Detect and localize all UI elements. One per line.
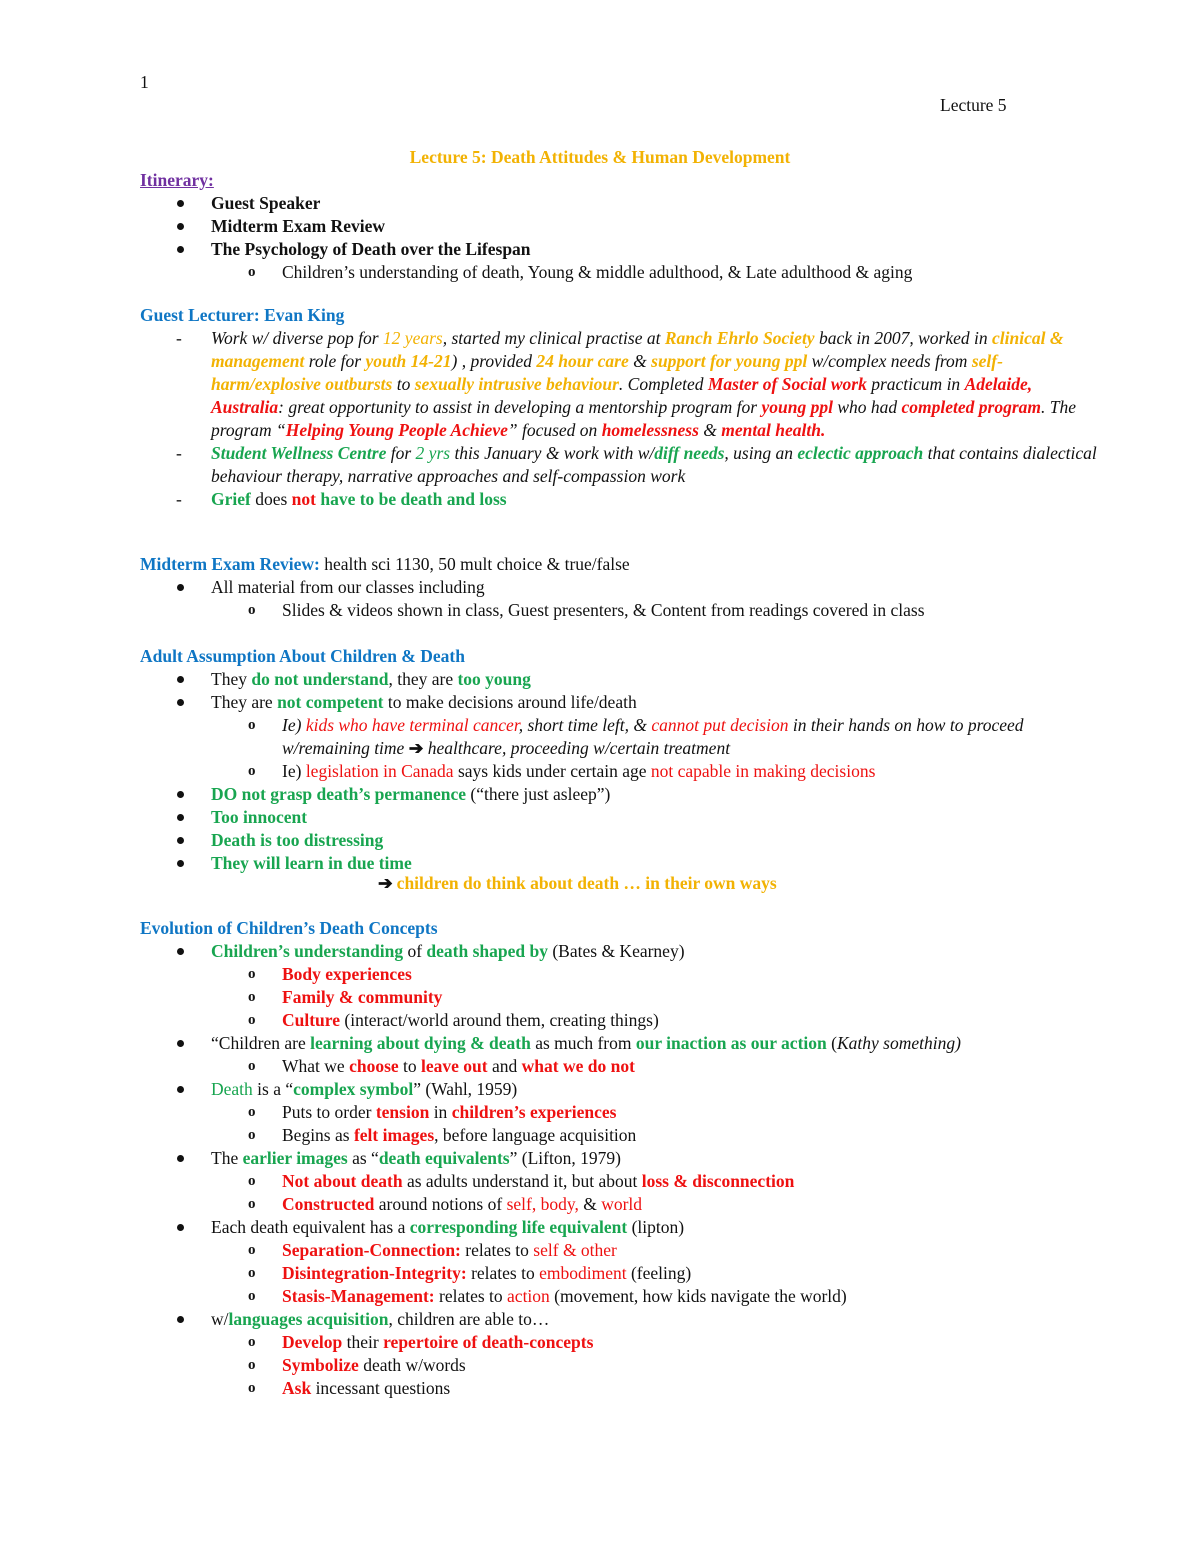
text-segment: around notions of xyxy=(374,1194,507,1214)
bullet-circle-icon: o xyxy=(248,1104,256,1120)
text-segment: The Psychology of Death over the Lifespan xyxy=(211,239,531,259)
text-segment: ➔ xyxy=(408,738,424,758)
evolution-section xyxy=(140,917,1100,1400)
text-segment: ) , provided xyxy=(451,351,537,371)
list-item xyxy=(140,599,1100,622)
list-item xyxy=(140,829,1100,852)
text-segment: (Bates & Kearney) xyxy=(547,941,685,961)
text-segment: Begins as xyxy=(282,1125,354,1145)
text-segment: self & other xyxy=(533,1240,617,1260)
text-segment: death w/words xyxy=(358,1355,466,1375)
bullet-dot-icon xyxy=(177,1040,184,1047)
text-segment: Develop xyxy=(282,1332,343,1352)
document-title: Lecture 5: Death Attitudes & Human Development xyxy=(409,147,791,167)
text-segment: (movement, how kids navigate the world) xyxy=(549,1286,847,1306)
bullet-dot-icon xyxy=(177,1086,184,1093)
text-segment: Each death equivalent has a xyxy=(211,1217,410,1237)
text-segment: Too innocent xyxy=(211,807,308,827)
text-segment: action xyxy=(507,1286,550,1306)
text-segment: . Completed xyxy=(618,374,708,394)
bullet-circle-icon: o xyxy=(248,1127,256,1143)
text-segment: practicum in xyxy=(866,374,965,394)
bullet-circle-icon: o xyxy=(248,1196,256,1212)
header-lecture-label: Lecture 5 xyxy=(940,95,1007,115)
guest-heading: Guest Lecturer: Evan King xyxy=(140,305,345,325)
text-segment: & xyxy=(698,420,722,440)
text-segment: death shaped by xyxy=(426,941,548,961)
list-item xyxy=(140,1308,1100,1331)
bullet-dot-icon xyxy=(177,860,184,867)
list-item xyxy=(140,238,1100,261)
adult-conclusion-text: children do think about death … in their own ways xyxy=(396,873,777,893)
list-item xyxy=(140,1377,1100,1400)
bullet-dash-icon: - xyxy=(176,328,182,348)
text-segment: youth 14-21 xyxy=(365,351,452,371)
text-segment: who had xyxy=(832,397,902,417)
text-segment: sexually intrusive behaviour xyxy=(414,374,619,394)
bullet-circle-icon: o xyxy=(248,1334,256,1350)
text-segment: Puts to order xyxy=(282,1102,376,1122)
bullet-dot-icon xyxy=(177,1155,184,1162)
text-segment: Symbolize xyxy=(282,1355,359,1375)
text-segment: completed program xyxy=(901,397,1042,417)
list-item xyxy=(140,691,1100,714)
list-item xyxy=(140,1354,1100,1377)
bullet-dash-icon: - xyxy=(176,489,182,509)
list-item xyxy=(140,714,1100,760)
text-segment: Master of Social work xyxy=(707,374,867,394)
itinerary-heading: Itinerary: xyxy=(140,170,214,190)
text-segment: They will learn in due time xyxy=(211,853,412,873)
text-segment: to xyxy=(392,374,415,394)
bullet-dot-icon xyxy=(177,223,184,230)
text-segment: ( xyxy=(826,1033,837,1053)
text-segment: Constructed xyxy=(282,1194,375,1214)
text-segment: mental health. xyxy=(721,420,826,440)
list-item xyxy=(140,940,1100,963)
bullet-dot-icon xyxy=(177,791,184,798)
text-segment: corresponding life equivalent xyxy=(409,1217,628,1237)
text-segment: Culture xyxy=(282,1010,341,1030)
list-item xyxy=(140,963,1100,986)
list-item xyxy=(140,576,1100,599)
evolution-list xyxy=(140,940,1100,1400)
list-item xyxy=(140,668,1100,691)
text-segment: not competent xyxy=(277,692,384,712)
bullet-dash-icon: - xyxy=(176,443,182,463)
list-item xyxy=(140,1032,1100,1055)
text-segment: Family & community xyxy=(282,987,443,1007)
text-segment: kids who have terminal cancer xyxy=(305,715,519,735)
list-item xyxy=(140,986,1100,1009)
text-segment: does xyxy=(250,489,292,509)
text-segment: Student Wellness Centre xyxy=(211,443,387,463)
text-segment: , children are able to… xyxy=(388,1309,550,1329)
text-segment: homelessness xyxy=(601,420,699,440)
text-segment: , before language acquisition xyxy=(434,1125,637,1145)
list-item xyxy=(140,1124,1100,1147)
text-segment: clinical & management xyxy=(211,328,1064,371)
text-segment: ” focused on xyxy=(507,420,602,440)
text-segment: to make decisions around life/death xyxy=(383,692,637,712)
text-segment: (lipton) xyxy=(627,1217,685,1237)
text-segment: world xyxy=(601,1194,643,1214)
bullet-circle-icon: o xyxy=(248,966,256,982)
text-segment: embodiment xyxy=(539,1263,627,1283)
list-item xyxy=(140,1193,1100,1216)
bullet-circle-icon: o xyxy=(248,1288,256,1304)
text-segment: children’s experiences xyxy=(451,1102,617,1122)
text-segment: back in 2007, worked in xyxy=(814,328,992,348)
bullet-circle-icon: o xyxy=(248,1357,256,1373)
text-segment: What we xyxy=(282,1056,350,1076)
text-segment: Adelaide, Australia xyxy=(211,374,1033,417)
text-segment: to xyxy=(398,1056,422,1076)
guest-section xyxy=(140,304,1100,511)
text-segment: All material from our classes including xyxy=(211,577,485,597)
text-segment: 12 years xyxy=(382,328,443,348)
bullet-circle-icon: o xyxy=(248,1265,256,1281)
text-segment: Death xyxy=(211,1079,253,1099)
text-segment: Helping Young People Achieve xyxy=(285,420,508,440)
text-segment: , started my clinical practise at xyxy=(442,328,665,348)
bullet-dot-icon xyxy=(177,200,184,207)
text-segment: 2 yrs xyxy=(415,443,451,463)
bullet-circle-icon: o xyxy=(248,717,256,733)
list-item xyxy=(140,327,1100,442)
text-segment: relates to xyxy=(434,1286,508,1306)
bullet-dot-icon xyxy=(177,1224,184,1231)
text-segment: of xyxy=(403,941,427,961)
text-segment: Death is too distressing xyxy=(211,830,384,850)
text-segment: learning about dying & death xyxy=(310,1033,531,1053)
text-segment: role for xyxy=(304,351,366,371)
text-segment: Midterm Exam Review xyxy=(211,216,385,236)
text-segment: their xyxy=(342,1332,384,1352)
bullet-circle-icon: o xyxy=(248,1242,256,1258)
bullet-dot-icon xyxy=(177,246,184,253)
text-segment: Body experiences xyxy=(282,964,412,984)
text-segment: earlier images xyxy=(242,1148,348,1168)
text-segment: Ie) xyxy=(282,761,306,781)
evolution-heading: Evolution of Children’s Death Concepts xyxy=(140,918,438,938)
text-segment: diff needs xyxy=(654,443,725,463)
list-item xyxy=(140,806,1100,829)
list-item xyxy=(140,783,1100,806)
text-segment: self-harm/explosive outbursts xyxy=(211,351,1003,394)
bullet-circle-icon: o xyxy=(248,989,256,1005)
bullet-dot-icon xyxy=(177,948,184,955)
adult-list xyxy=(140,668,1100,875)
text-segment: They are xyxy=(211,692,278,712)
text-segment: Guest Speaker xyxy=(211,193,321,213)
text-segment: what we do not xyxy=(521,1056,635,1076)
text-segment: death equivalents xyxy=(378,1148,510,1168)
text-segment: Ask xyxy=(282,1378,312,1398)
text-segment: , short time left, & xyxy=(518,715,652,735)
list-item xyxy=(140,760,1100,783)
text-segment: Slides & videos shown in class, Guest presenters, & Content from readings covered in class xyxy=(282,600,925,620)
text-segment: as much from xyxy=(530,1033,636,1053)
text-segment: , they are xyxy=(388,669,458,689)
guest-list xyxy=(140,327,1100,511)
adult-heading: Adult Assumption About Children & Death xyxy=(140,646,465,666)
text-segment: repertoire of death-concepts xyxy=(383,1332,594,1352)
bullet-dot-icon xyxy=(177,1316,184,1323)
bullet-circle-icon: o xyxy=(248,763,256,779)
list-item xyxy=(140,192,1100,215)
text-segment: incessant questions xyxy=(311,1378,451,1398)
arrow-right-icon: ➔ xyxy=(378,873,393,893)
midterm-heading xyxy=(140,553,1100,576)
text-segment: young ppl xyxy=(761,397,833,417)
bullet-circle-icon: o xyxy=(248,1058,256,1074)
text-segment: choose xyxy=(349,1056,399,1076)
text-segment: not xyxy=(291,489,316,509)
text-segment: , using an xyxy=(724,443,798,463)
text-segment: tension xyxy=(375,1102,430,1122)
text-segment: eclectic approach xyxy=(797,443,924,463)
text-segment: Ie) xyxy=(282,715,306,735)
text-segment: our inaction as our action xyxy=(635,1033,827,1053)
text-segment: (feeling) xyxy=(626,1263,692,1283)
text-segment: Grief xyxy=(211,489,251,509)
itinerary-list xyxy=(140,192,1100,284)
itinerary-section xyxy=(140,169,1100,284)
text-segment: self, body, xyxy=(506,1194,579,1214)
text-segment: relates to xyxy=(460,1240,534,1260)
midterm-list xyxy=(140,576,1100,622)
text-segment: complex symbol xyxy=(293,1079,414,1099)
list-item xyxy=(140,261,1100,284)
text-segment: as “ xyxy=(347,1148,379,1168)
list-item xyxy=(140,1239,1100,1262)
list-item xyxy=(140,1262,1100,1285)
text-segment: is a “ xyxy=(252,1079,294,1099)
text-segment: healthcare, proceeding w/certain treatment xyxy=(423,738,731,758)
text-segment: Work w/ diverse pop for xyxy=(211,328,383,348)
text-segment: Stasis-Management: xyxy=(282,1286,435,1306)
list-item xyxy=(140,1147,1100,1170)
list-item xyxy=(140,215,1100,238)
text-segment: (“there just asleep”) xyxy=(466,784,611,804)
text-segment: support for young ppl xyxy=(651,351,808,371)
text-segment: w/ xyxy=(211,1309,229,1329)
text-segment: ” (Lifton, 1979) xyxy=(509,1148,621,1168)
text-segment: & xyxy=(578,1194,602,1214)
text-segment: have to be death and loss xyxy=(315,489,507,509)
list-item xyxy=(140,1331,1100,1354)
list-item xyxy=(140,1009,1100,1032)
bullet-dot-icon xyxy=(177,837,184,844)
list-item xyxy=(140,1170,1100,1193)
text-segment: as adults understand it, but about xyxy=(402,1171,642,1191)
text-segment: loss & disconnection xyxy=(641,1171,795,1191)
text-segment: do not understand xyxy=(251,669,389,689)
text-segment: The xyxy=(211,1148,243,1168)
text-segment: Not about death xyxy=(282,1171,403,1191)
bullet-circle-icon: o xyxy=(248,1380,256,1396)
text-segment: legislation in Canada xyxy=(305,761,454,781)
bullet-circle-icon: o xyxy=(248,1012,256,1028)
text-segment: says kids under certain age xyxy=(453,761,651,781)
text-segment: languages acquisition xyxy=(228,1309,389,1329)
text-segment: in their hands on how to proceed w/remaining time xyxy=(282,715,1024,758)
text-segment: They xyxy=(211,669,252,689)
bullet-circle-icon: o xyxy=(248,602,256,618)
text-segment: this January & work with w/ xyxy=(450,443,655,463)
text-segment: Children’s understanding xyxy=(211,941,404,961)
list-item xyxy=(140,1216,1100,1239)
adult-section xyxy=(140,645,1100,875)
text-segment: felt images xyxy=(353,1125,435,1145)
list-item xyxy=(140,1055,1100,1078)
text-segment: not capable in making decisions xyxy=(650,761,876,781)
text-segment: cannot put decision xyxy=(651,715,789,735)
text-segment: “Children are xyxy=(211,1033,311,1053)
text-segment: leave out xyxy=(421,1056,488,1076)
bullet-dot-icon xyxy=(177,676,184,683)
bullet-dot-icon xyxy=(177,584,184,591)
bullet-dot-icon xyxy=(177,699,184,706)
page-number: 1 xyxy=(140,72,149,92)
text-segment: Separation-Connection: xyxy=(282,1240,461,1260)
midterm-heading-label: Midterm Exam Review: xyxy=(140,554,320,574)
text-segment: ” (Wahl, 1959) xyxy=(413,1079,518,1099)
list-item xyxy=(140,488,1100,511)
list-item xyxy=(140,1078,1100,1101)
text-segment: . The program “ xyxy=(211,397,1077,440)
text-segment: and xyxy=(487,1056,522,1076)
midterm-section xyxy=(140,553,1100,622)
list-item xyxy=(140,1101,1100,1124)
text-segment: Children’s understanding of death, Young & middle adulthood, & Late adulthood & aging xyxy=(282,262,913,282)
list-item xyxy=(140,1285,1100,1308)
text-segment: in xyxy=(429,1102,452,1122)
text-segment: Ranch Ehrlo Society xyxy=(664,328,815,348)
midterm-heading-details: health sci 1130, 50 mult choice & true/false xyxy=(319,554,630,574)
text-segment: too young xyxy=(457,669,531,689)
text-segment: relates to xyxy=(466,1263,540,1283)
adult-conclusion xyxy=(378,872,777,895)
list-item xyxy=(140,442,1100,488)
text-segment: Kathy something) xyxy=(836,1033,961,1053)
text-segment: : great opportunity to assist in developing a mentorship program for xyxy=(278,397,762,417)
text-segment: for xyxy=(386,443,416,463)
bullet-dot-icon xyxy=(177,814,184,821)
text-segment: (interact/world around them, creating things) xyxy=(340,1010,659,1030)
text-segment: 24 hour care xyxy=(536,351,629,371)
text-segment: that contains dialectical behaviour therapy, narrative approaches and self-compassion work xyxy=(211,443,1097,486)
bullet-circle-icon: o xyxy=(248,1173,256,1189)
text-segment: DO not grasp death’s permanence xyxy=(211,784,467,804)
bullet-circle-icon: o xyxy=(248,264,256,280)
text-segment: Disintegration-Integrity: xyxy=(282,1263,467,1283)
text-segment: & xyxy=(628,351,652,371)
text-segment: w/complex needs from xyxy=(807,351,972,371)
